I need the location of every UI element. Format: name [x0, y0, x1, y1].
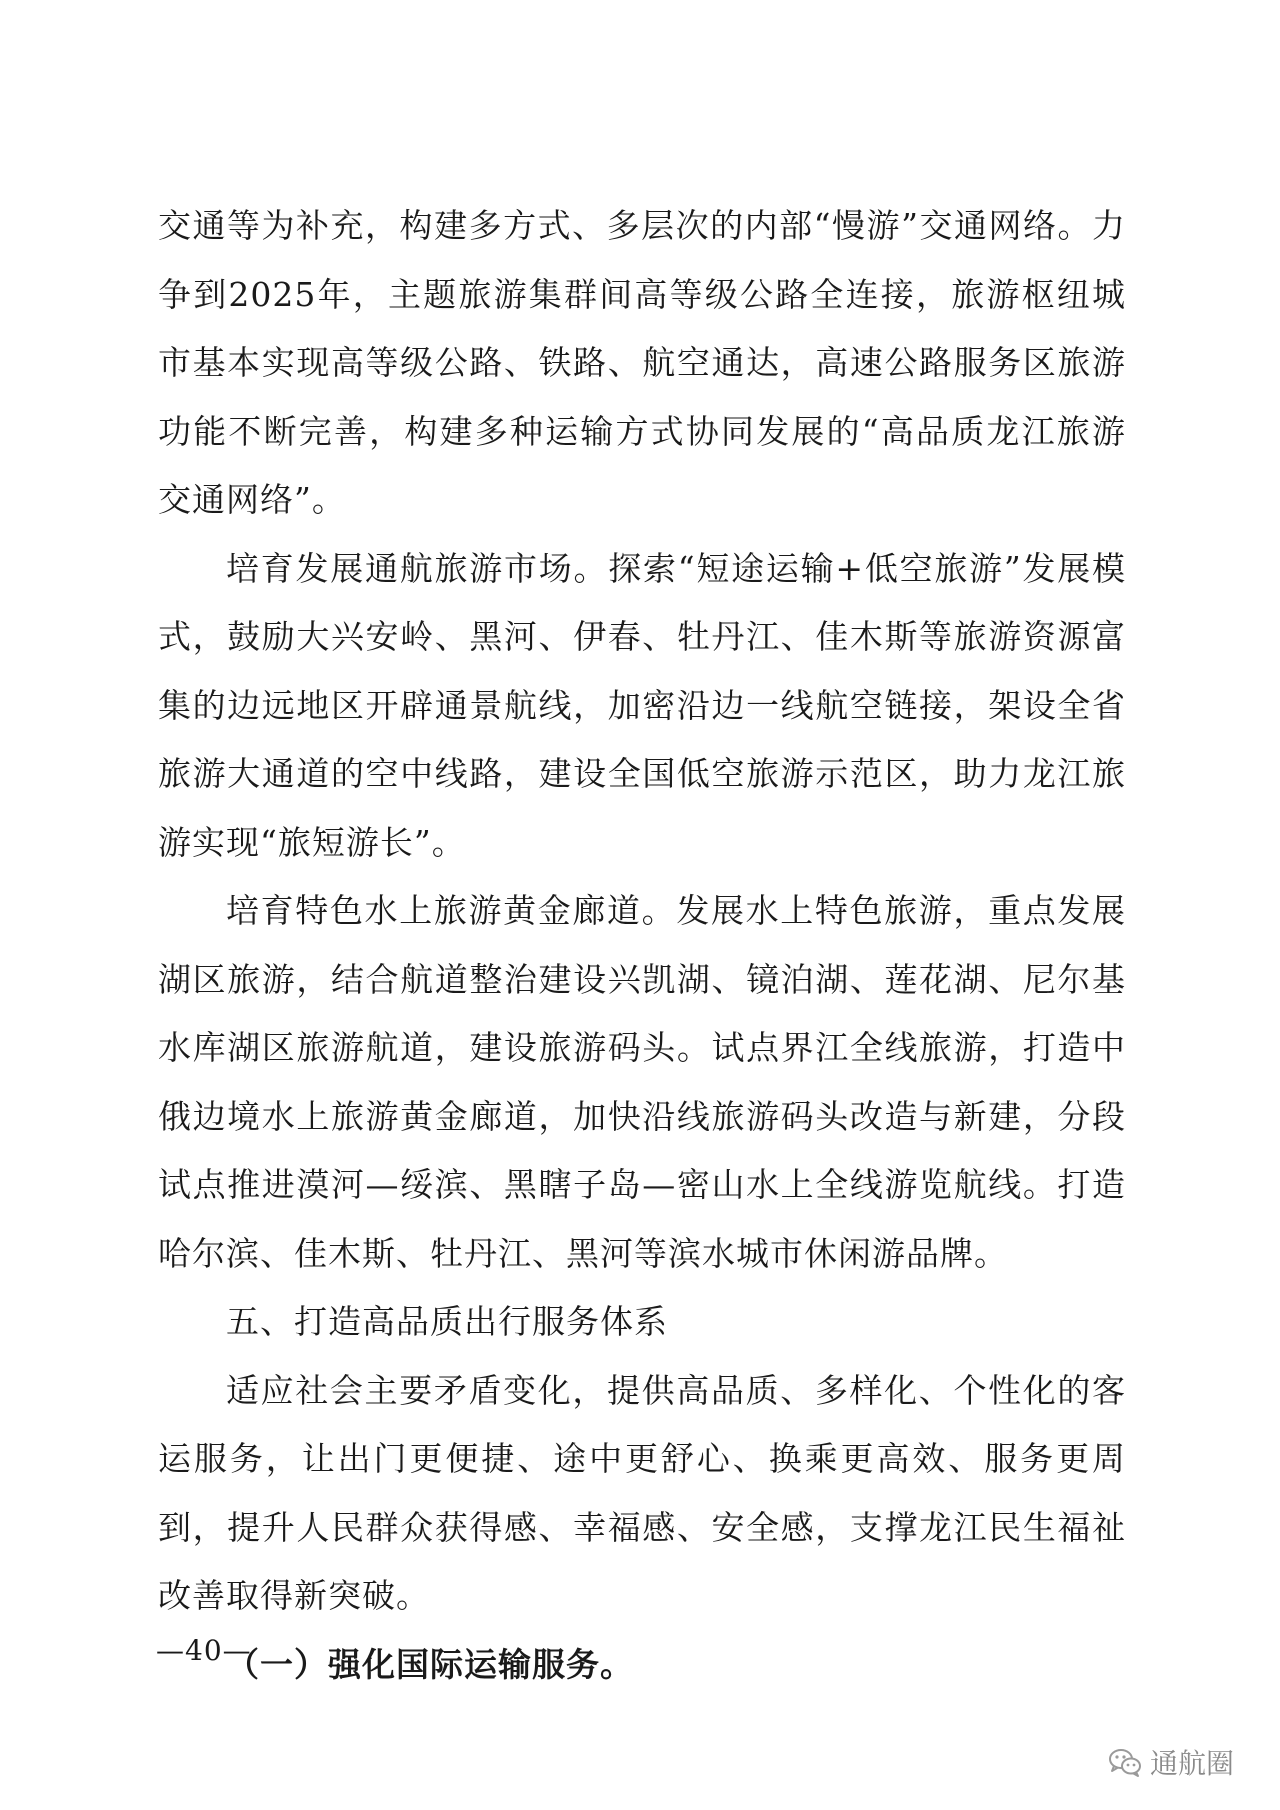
watermark	[1108, 1742, 1234, 1782]
paragraph-passenger-service: 适应社会主要矛盾变化，提供高品质、多样化、个性化的客运服务，让出门更便捷、途中更舒心、换乘更高效、服务更周到，提升人民群众获得感、幸福感、安全感，支撑龙江民生福祉改善取得新突破。	[158, 1370, 1126, 1615]
document-body	[158, 192, 1126, 1699]
sub-heading-international-transport: （一）强化国际运输服务。	[226, 1644, 634, 1684]
watermark-text: 通航圈	[1150, 1747, 1235, 1780]
page-number: —40—	[156, 1634, 252, 1667]
wechat-icon	[1108, 1745, 1142, 1779]
paragraph-water-tourism-corridor: 培育特色水上旅游黄金廊道。发展水上特色旅游，重点发展湖区旅游，结合航道整治建设兴凯湖、镜泊湖、莲花湖、尼尔基水库湖区旅游航道，建设旅游码头。试点界江全线旅游，打造中俄边境水上旅游黄金廊道，加快沿线旅游码头改造与新建，分段试点推进漠河—绥滨、黑瞎子岛—密山水上全线游览航线。打造哈尔滨、佳木斯、牡丹江、黑河等滨水城市休闲游品牌。	[158, 891, 1126, 1273]
paragraph-transport-network: 交通等为补充，构建多方式、多层次的内部“慢游”交通网络。力争到2025年，主题旅游集群间高等级公路全连接，旅游枢纽城市基本实现高等级公路、铁路、航空通达，高速公路服务区旅游功能不断完善，构建多种运输方式协同发展的“高品质龙江旅游交通网络”。	[158, 206, 1126, 519]
paragraph-general-aviation-tourism: 培育发展通航旅游市场。探索“短途运输+低空旅游”发展模式，鼓励大兴安岭、黑河、伊春、牡丹江、佳木斯等旅游资源富集的边远地区开辟通景航线，加密沿边一线航空链接，架设全省旅游大通道的空中线路，建设全国低空旅游示范区，助力龙江旅游实现“旅短游长”。	[158, 548, 1126, 862]
section-heading: 五、打造高品质出行服务体系	[226, 1302, 668, 1341]
